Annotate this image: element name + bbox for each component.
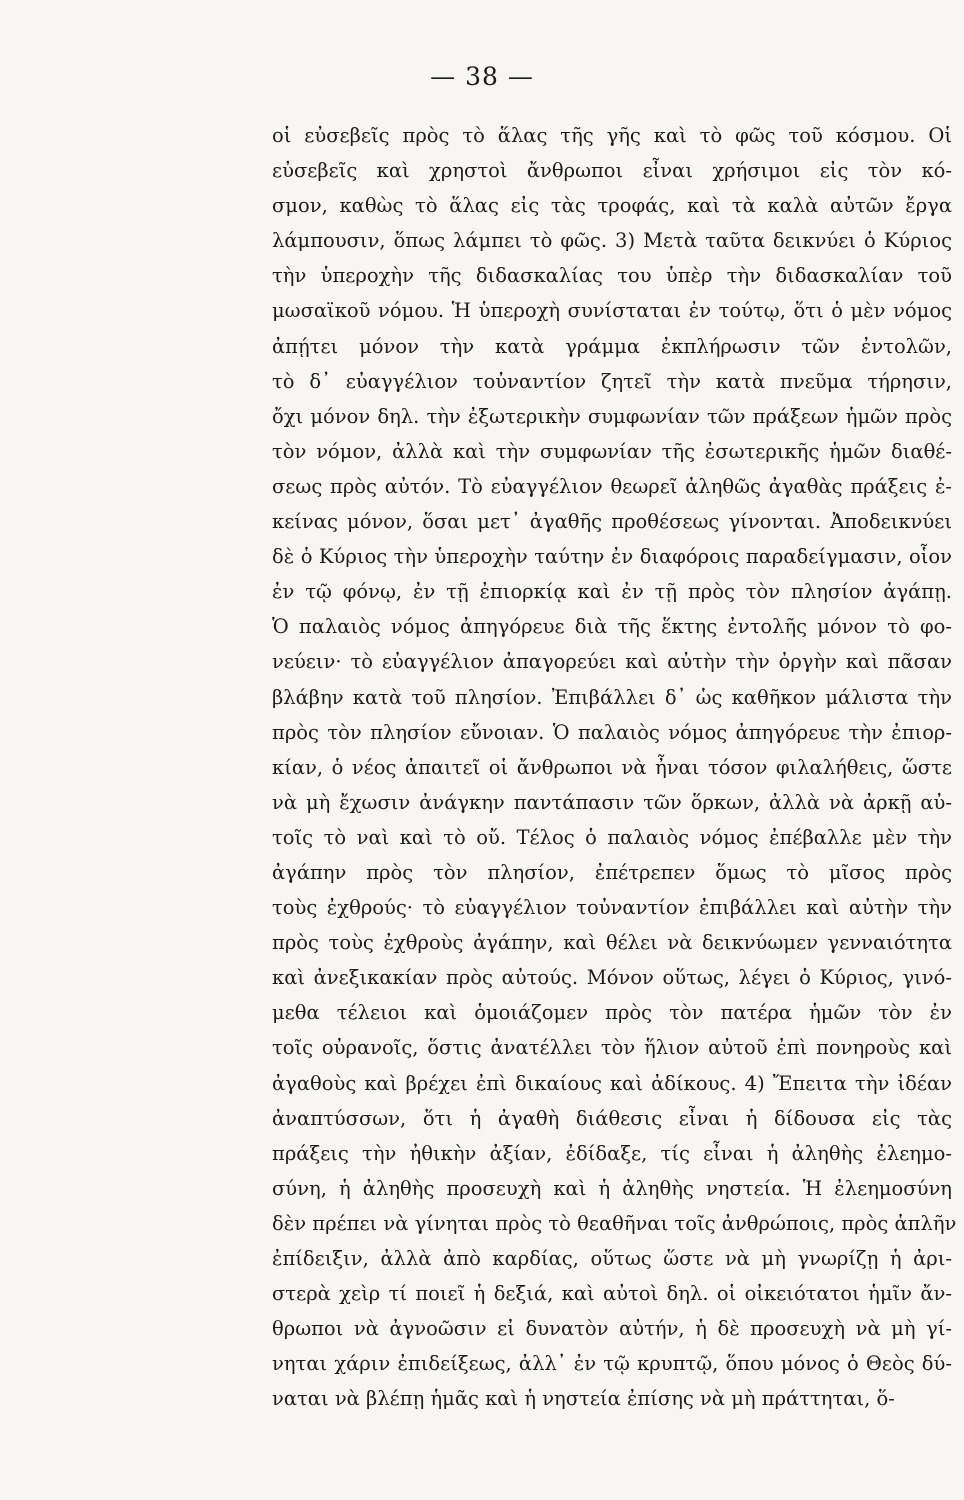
text-line: τὴν ὑπεροχὴν τῆς διδασκαλίας του ὑπὲρ τὴν διδασκαλίαν τοῦ (272, 264, 952, 288)
text-line: ὄχι μόνον δηλ. τὴν ἐξωτερικὴν συμφωνίαν τῶν πράξεων ἡμῶν πρὸς (272, 404, 952, 428)
text-line: νηται χάριν ἐπιδείξεως, ἀλλ᾽ ἐν τῷ κρυπτῷ, ὅπου μόνος ὁ Θεὸς δύ- (272, 1352, 952, 1376)
text-line: οἱ εὐσεβεῖς πρὸς τὸ ἅλας τῆς γῆς καὶ τὸ φῶς τοῦ κόσμου. Οἱ (272, 124, 952, 147)
text-line: ναται νὰ βλέπῃ ἡμᾶς καὶ ἡ νηστεία ἐπίσης νὰ μὴ πράττηται, ὅ- (272, 1387, 895, 1411)
text-line: ἀπῄτει μόνον τὴν κατὰ γράμμα ἐκπλήρωσιν τῶν ἐντολῶν, (272, 334, 952, 358)
text-line: πράξεις τὴν ἠθικὴν ἀξίαν, ἐδίδαξε, τίς εἶναι ἡ ἀληθὴς ἐλεημο- (272, 1141, 952, 1165)
text-line: τὸν νόμον, ἀλλὰ καὶ τὴν συμφωνίαν τῆς ἐσωτερικῆς ἡμῶν διαθέ- (272, 439, 952, 463)
text-line: πρὸς τὸν πλησίον εὔνοιαν. Ὁ παλαιὸς νόμος ἀπηγόρευε τὴν ἐπιορ- (272, 720, 952, 744)
text-line: ἐν τῷ φόνῳ, ἐν τῇ ἐπιορκίᾳ καὶ ἐν τῇ πρὸς τὸν πλησίον ἀγάπῃ. (272, 580, 952, 604)
text-line: θρωποι νὰ ἀγνοῶσιν εἰ δυνατὸν αὐτήν, ἡ δὲ προσευχὴ νὰ μὴ γί- (272, 1317, 952, 1341)
text-line: σεως πρὸς αὐτόν. Τὸ εὐαγγέλιον θεωρεῖ ἀληθῶς ἀγαθὰς πράξεις ἐ- (272, 474, 952, 498)
text-line: τὸ δ᾽ εὐαγγέλιον τοὐναντίον ζητεῖ τὴν κατὰ πνεῦμα τήρησιν, (272, 369, 952, 393)
text-line: μεθα τέλειοι καὶ ὁμοιάζομεν πρὸς τὸν πατέρα ἡμῶν τὸν ἐν (272, 1001, 952, 1025)
text-line: βλάβην κατὰ τοῦ πλησίον. Ἐπιβάλλει δ᾽ ὡς καθῆκον μάλιστα τὴν (272, 685, 952, 709)
text-line: κείνας μόνον, ὅσαι μετ᾽ ἀγαθῆς προθέσεως γίνονται. Ἀποδεικνύει (272, 510, 952, 534)
text-line: τοὺς ἐχθρούς· τὸ εὐαγγέλιον τοὐναντίον ἐπιβάλλει καὶ αὐτὴν τὴν (272, 896, 952, 920)
text-line: τοῖς οὐρανοῖς, ὅστις ἀνατέλλει τὸν ἥλιον αὐτοῦ ἐπὶ πονηροὺς καὶ (272, 1036, 952, 1060)
text-line: κίαν, ὁ νέος ἀπαιτεῖ οἱ ἄνθρωποι νὰ ἦναι τόσον φιλαλήθεις, ὥστε (272, 755, 952, 779)
text-line: καὶ ἀνεξικακίαν πρὸς αὐτούς. Μόνον οὕτως, λέγει ὁ Κύριος, γινό- (272, 966, 952, 990)
text-line: δὲ ὁ Κύριος τὴν ὑπεροχὴν ταύτην ἐν διαφόροις παραδείγμασιν, οἷον (272, 545, 952, 569)
text-line: νεύειν· τὸ εὐαγγέλιον ἀπαγορεύει καὶ αὐτὴν τὴν ὀργὴν καὶ πᾶσαν (272, 650, 952, 674)
text-line: σμον, καθὼς τὸ ἅλας εἰς τὰς τροφάς, καὶ τὰ καλὰ αὐτῶν ἔργα (272, 194, 952, 218)
text-line: ἐπίδειξιν, ἀλλὰ ἀπὸ καρδίας, οὕτως ὥστε νὰ μὴ γνωρίζῃ ἡ ἀρι- (272, 1247, 952, 1270)
text-line: νὰ μὴ ἔχωσιν ἀνάγκην παντάπασιν τῶν ὅρκων, ἀλλὰ νὰ ἀρκῇ αὐ- (272, 790, 952, 814)
text-line: ἀναπτύσσων, ὅτι ἡ ἀγαθὴ διάθεσις εἶναι ἡ δίδουσα εἰς τὰς (272, 1106, 952, 1130)
text-line: εὐσεβεῖς καὶ χρηστοὶ ἄνθρωποι εἶναι χρήσιμοι εἰς τὸν κό- (272, 159, 952, 183)
page-number: — 38 — (430, 62, 534, 91)
text-line: ἀγάπην πρὸς τὸν πλησίον, ἐπέτρεπεν ὅμως τὸ μῖσος πρὸς (272, 860, 952, 884)
text-line: λάμπουσιν, ὅπως λάμπει τὸ φῶς. 3) Μετὰ ταῦτα δεικνύει ὁ Κύριος (272, 229, 952, 253)
text-line: πρὸς τοὺς ἐχθροὺς ἀγάπην, καὶ θέλει νὰ δεικνύωμεν γενναιότητα (272, 931, 952, 955)
text-line: Ὁ παλαιὸς νόμος ἀπηγόρευε διὰ τῆς ἕκτης ἐντολῆς μόνον τὸ φο- (272, 615, 952, 639)
text-line: σύνη, ἡ ἀληθὴς προσευχὴ καὶ ἡ ἀληθὴς νηστεία. Ἡ ἐλεημοσύνη (272, 1176, 952, 1200)
text-line: στερὰ χεὶρ τί ποιεῖ ἡ δεξιά, καὶ αὐτοὶ δηλ. οἱ οἰκειότατοι ἡμῖν ἄν- (272, 1282, 952, 1306)
text-line: δὲν πρέπει νὰ γίνηται πρὸς τὸ θεαθῆναι τοῖς ἀνθρώποις, πρὸς ἁπλῆν (272, 1211, 957, 1235)
body-text (272, 118, 957, 1416)
text-line: μωσαϊκοῦ νόμου. Ἡ ὑπεροχὴ συνίσταται ἐν τούτῳ, ὅτι ὁ μὲν νόμος (272, 299, 952, 323)
text-line: τοῖς τὸ ναὶ καὶ τὸ οὔ. Τέλος ὁ παλαιὸς νόμος ἐπέβαλλε μὲν τὴν (272, 825, 952, 849)
text-line: ἀγαθοὺς καὶ βρέχει ἐπὶ δικαίους καὶ ἀδίκους. 4) Ἔπειτα τὴν ἰδέαν (272, 1071, 952, 1095)
